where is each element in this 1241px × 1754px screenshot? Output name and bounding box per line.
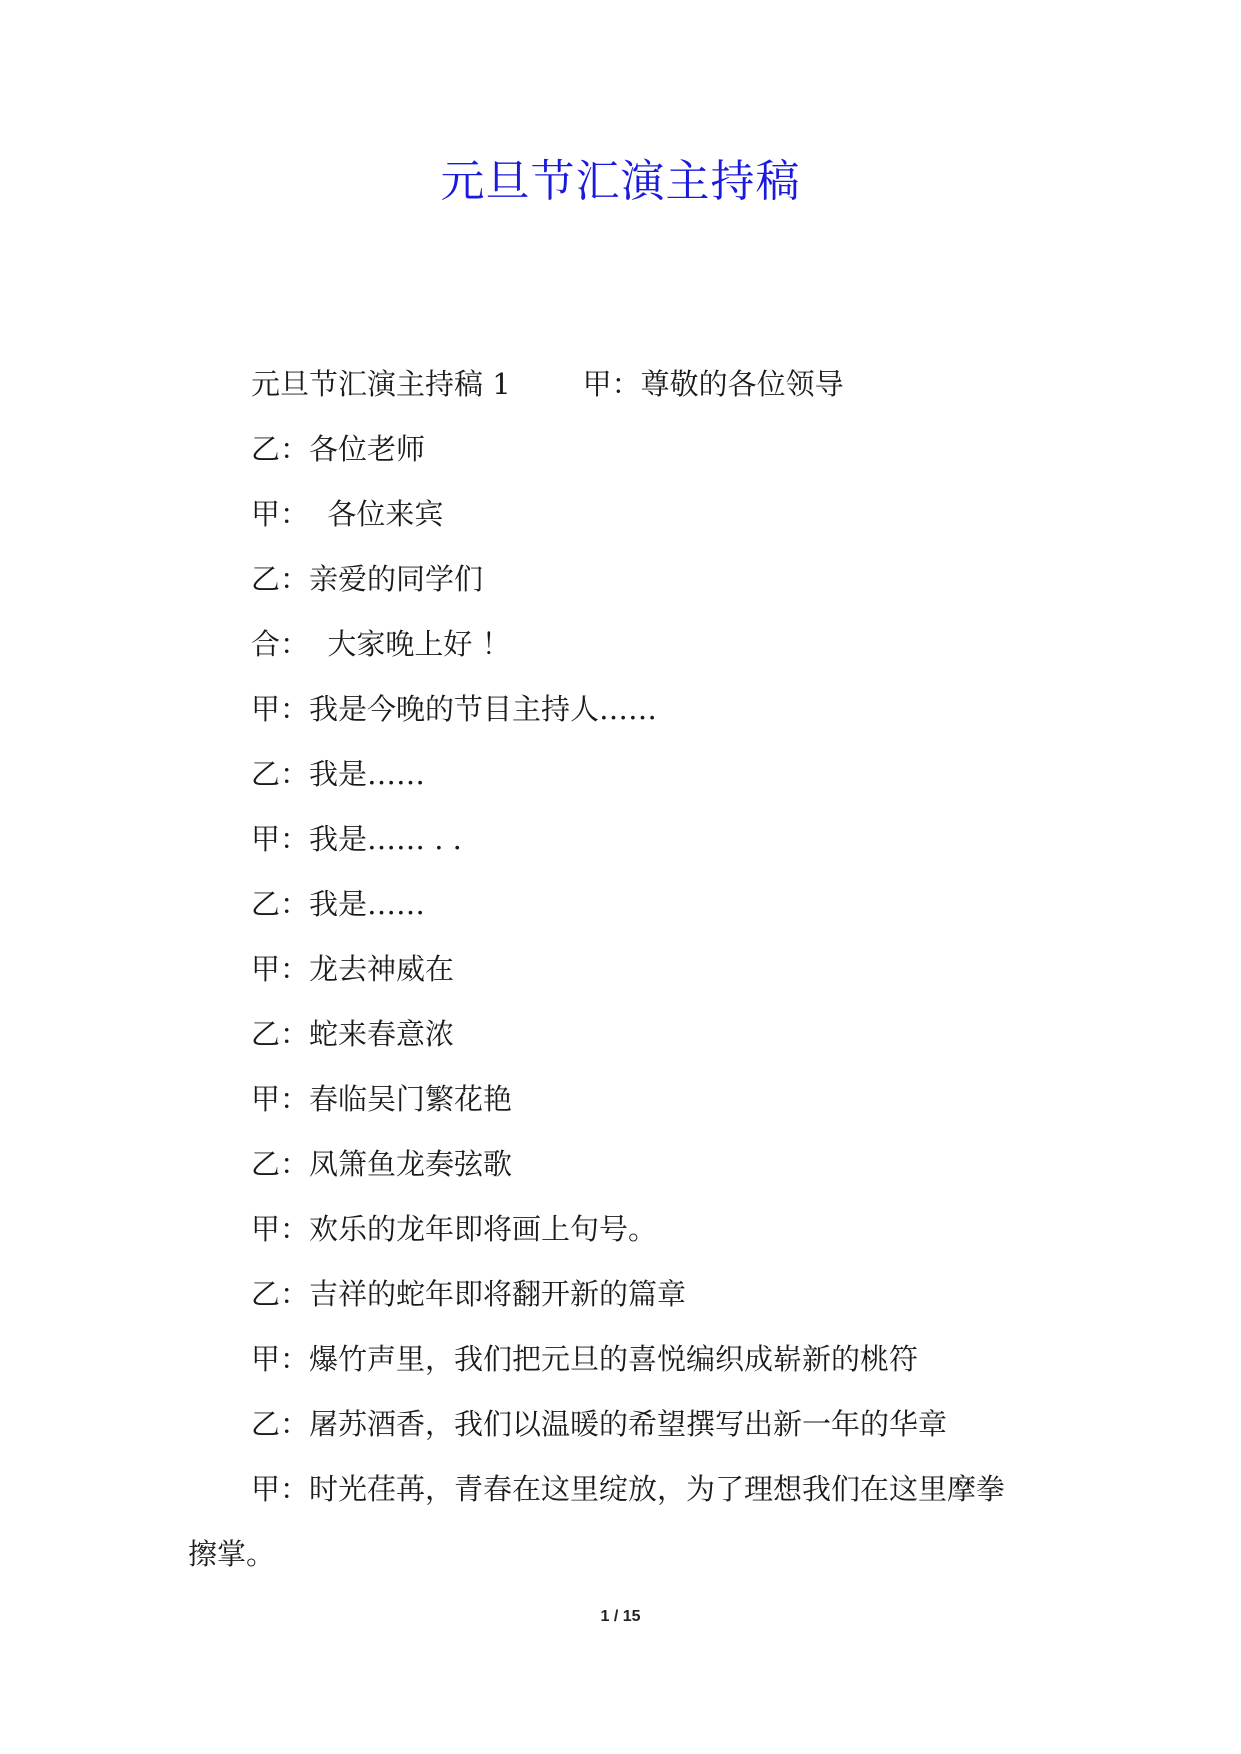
paragraph-line: 乙：各位老师 (251, 432, 426, 466)
dialogue-text: 甲：尊敬的各位领导 (582, 367, 844, 401)
paragraph-line: 乙：屠苏酒香，我们以温暖的希望撰写出新一年的华章 (251, 1407, 948, 1441)
paragraph-line: 甲：爆竹声里，我们把元旦的喜悦编织成崭新的桃符 (251, 1342, 919, 1376)
paragraph-line: 甲：我是…… . . (251, 822, 462, 856)
paragraph-line (188, 352, 1068, 417)
document-body (188, 352, 1068, 1587)
paragraph-line: 合： 大家晚上好 ！ (251, 627, 511, 661)
paragraph-line: 甲：龙去神威在 (251, 952, 455, 986)
paragraph-line: 乙：蛇来春意浓 (251, 1017, 455, 1051)
section-heading: 元旦节汇演主持稿 1 (251, 367, 511, 401)
paragraph-first-line: 甲：时光荏苒，青春在这里绽放，为了理想我们在这里摩拳 (251, 1472, 1006, 1506)
paragraph-line: 乙：凤箫鱼龙奏弦歌 (251, 1147, 513, 1181)
paragraph-line: 甲：欢乐的龙年即将画上句号。 (251, 1212, 658, 1246)
paragraph-line: 甲： 各位来宾 (251, 497, 444, 531)
paragraph-line: 乙：吉祥的蛇年即将翻开新的篇章 (251, 1277, 687, 1311)
paragraph-continuation: 擦掌。 (188, 1537, 276, 1571)
paragraph-line: 乙：亲爱的同学们 (251, 562, 484, 596)
paragraph-wrapped (188, 1457, 1068, 1587)
paragraph-line: 乙：我是…… (251, 757, 426, 791)
document-title: 元旦节汇演主持稿 (440, 156, 801, 207)
paragraph-line: 乙：我是…… (251, 887, 426, 921)
page-number: 1 / 15 (600, 1608, 641, 1625)
paragraph-line: 甲：我是今晚的节目主持人…… (251, 692, 658, 726)
paragraph-line: 甲：春临吴门繁花艳 (251, 1082, 513, 1116)
